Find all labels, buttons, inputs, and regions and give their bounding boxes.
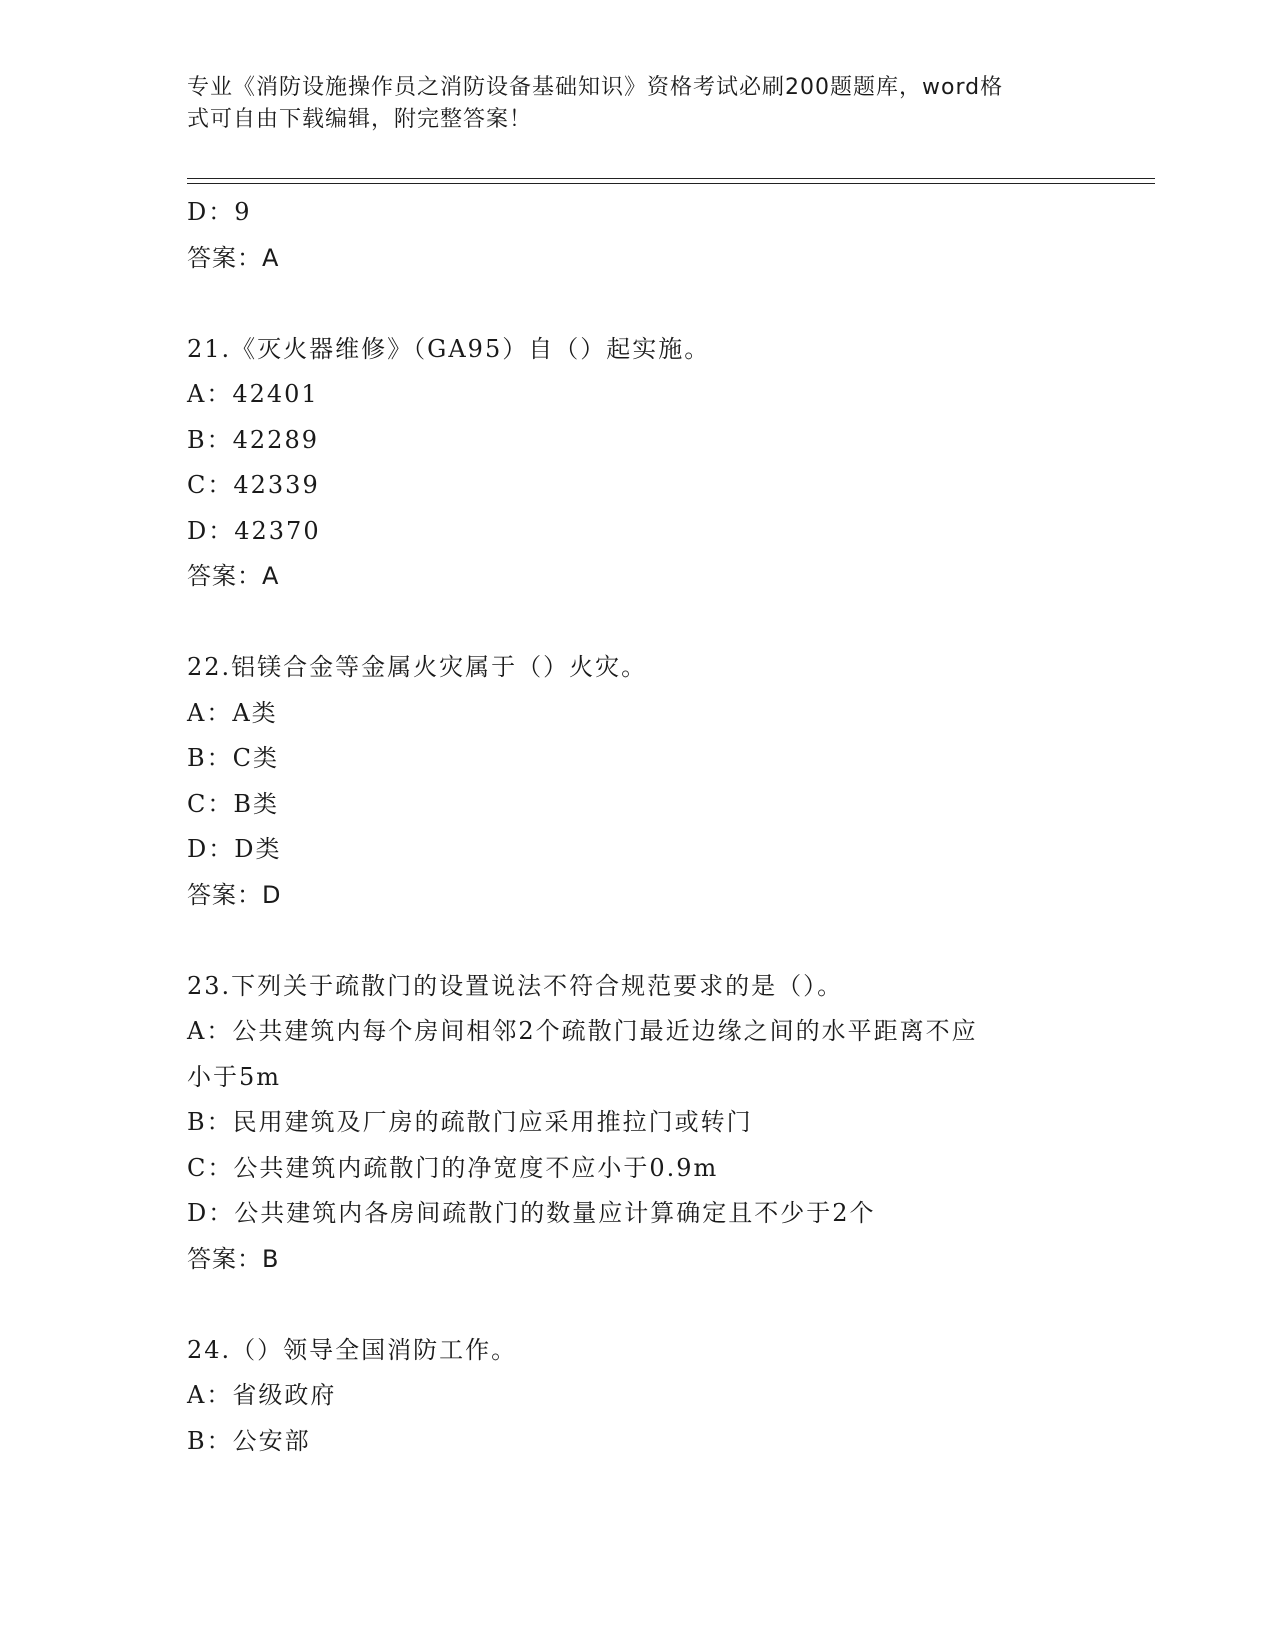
option-b: B：42289 xyxy=(187,425,319,454)
header-divider-bottom xyxy=(187,183,1155,184)
question-stem: 24.（）领导全国消防工作。 xyxy=(187,1335,518,1364)
answer: 答案：A xyxy=(187,562,280,590)
header-line-1: 专业《消防设施操作员之消防设备基础知识》资格考试必刷200题题库，word格 xyxy=(187,75,1004,100)
prev-answer: 答案：A xyxy=(187,243,280,272)
question-21 xyxy=(187,327,1087,600)
option-c: C：B类 xyxy=(187,789,279,818)
option-c: C：42339 xyxy=(187,471,320,499)
spacer xyxy=(187,918,1087,964)
option-b: B：民用建筑及厂房的疏散门应采用推拉门或转门 xyxy=(187,1108,753,1136)
answer: 答案：B xyxy=(187,1244,280,1273)
header-line-2: 式可自由下载编辑，附完整答案！ xyxy=(187,107,533,132)
answer: 答案：D xyxy=(187,880,282,909)
option-a: A：42401 xyxy=(187,380,319,408)
prev-option-d: D：9 xyxy=(187,198,252,226)
question-stem: 22.铝镁合金等金属火灾属于（）火灾。 xyxy=(187,653,648,681)
spacer xyxy=(187,1282,1087,1328)
option-a: A：省级政府 xyxy=(187,1381,337,1409)
option-c: C：公共建筑内疏散门的净宽度不应小于0.9m xyxy=(187,1153,719,1182)
spacer xyxy=(187,600,1087,646)
option-a-line-2: 小于5m xyxy=(187,1062,282,1091)
question-list xyxy=(187,190,1087,1464)
question-stem: 21.《灭火器维修》（GA95）自（）起实施。 xyxy=(187,334,711,363)
document-header xyxy=(187,72,1067,136)
question-23 xyxy=(187,964,1087,1283)
option-a: A：A类 xyxy=(187,698,278,727)
header-divider-top xyxy=(187,178,1155,179)
option-a-line-1: A：公共建筑内每个房间相邻2个疏散门最近边缘之间的水平距离不应 xyxy=(187,1017,978,1045)
option-d: D：D类 xyxy=(187,835,282,863)
option-b: B：C类 xyxy=(187,744,279,772)
question-24 xyxy=(187,1328,1087,1465)
spacer xyxy=(187,281,1087,327)
option-b: B：公安部 xyxy=(187,1426,311,1455)
option-d: D：公共建筑内各房间疏散门的数量应计算确定且不少于2个 xyxy=(187,1199,876,1227)
question-stem: 23.下列关于疏散门的设置说法不符合规范要求的是（）。 xyxy=(187,971,844,1000)
option-d: D：42370 xyxy=(187,516,321,545)
question-22 xyxy=(187,645,1087,918)
